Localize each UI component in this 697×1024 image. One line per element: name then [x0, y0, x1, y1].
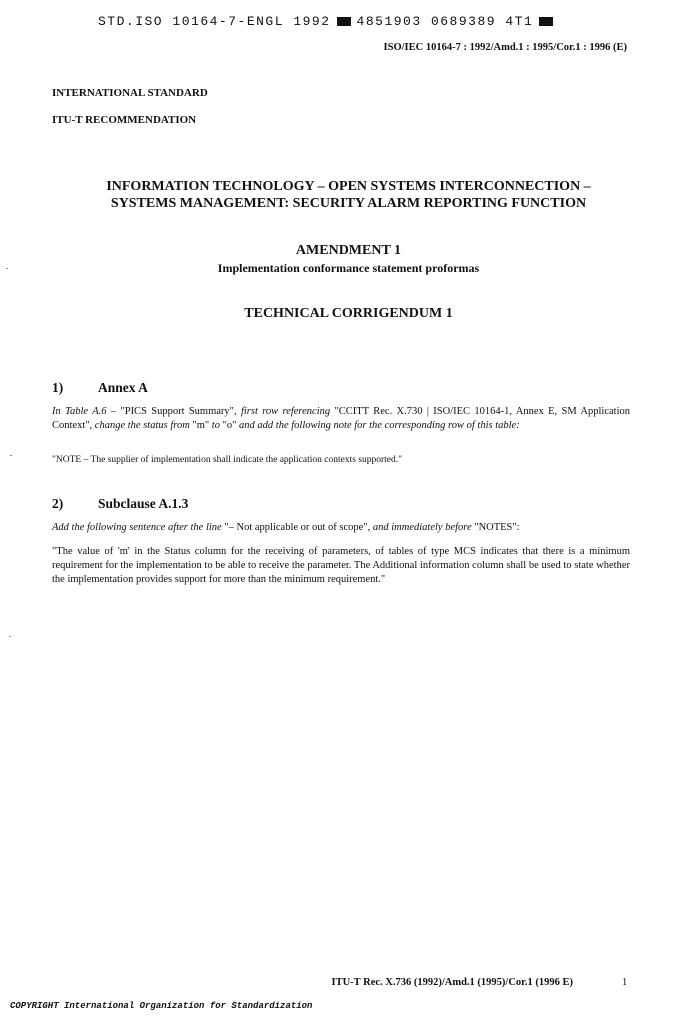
recommendation-label: ITU-T RECOMMENDATION: [52, 114, 197, 126]
document-title: [0, 178, 697, 212]
section-1-heading: [52, 380, 148, 396]
scan-speck: [6, 268, 8, 269]
section-1-note: "NOTE – The supplier of implementation shall indicate the application contexts supported.": [52, 455, 403, 465]
copyright-notice: COPYRIGHT International Organization for Standardization: [10, 1001, 313, 1011]
title-line-2: SYSTEMS MANAGEMENT: SECURITY ALARM REPORTING FUNCTION: [110, 196, 587, 211]
scan-speck: [9, 636, 11, 637]
amendment-heading: AMENDMENT 1: [295, 243, 402, 258]
page-number: 1: [622, 977, 628, 988]
scan-speck: [10, 455, 12, 456]
header-reference: ISO/IEC 10164-7 : 1992/Amd.1 : 1995/Cor.1 : 1996 (E): [383, 42, 627, 53]
redaction-block: [337, 17, 351, 26]
section-number: 2): [52, 496, 64, 511]
section-1-paragraph: In Table A.6 – "PICS Support Summary", first row referencing "CCITT Rec. X.730 | ISO/IEC 10164-1, Annex E, SM Application Context", change the status from "m" to "o" and add the following note for the corresponding row of this table:: [52, 406, 630, 431]
document-stamp: [98, 14, 559, 29]
section-title: Annex A: [98, 380, 148, 395]
footer-reference: ITU-T Rec. X.736 (1992)/Amd.1 (1995)/Cor.1 (1996 E): [331, 977, 573, 988]
section-2-heading: [52, 496, 188, 512]
standard-label: INTERNATIONAL STANDARD: [52, 87, 208, 99]
section-2-instruction: Add the following sentence after the line "– Not applicable or out of scope", and immediately before "NOTES":: [52, 522, 520, 533]
stamp-code: STD.ISO 10164-7-ENGL 1992: [98, 14, 331, 29]
amendment-subtitle: Implementation conformance statement proformas: [217, 261, 480, 275]
stamp-serial: 4851903 0689389 4T1: [356, 14, 534, 29]
redaction-block: [539, 17, 553, 26]
section-number: 1): [52, 380, 64, 395]
corrigendum-heading: TECHNICAL CORRIGENDUM 1: [244, 306, 453, 321]
section-2-body: "The value of 'm' in the Status column for the receiving of parameters, of tables of type MCS indicates that there is a minimum requirement for the implementation to be able to receive the parameter. The Additional information column shall be used to state whether the implementation provides support for more than the minimum requirement.": [52, 546, 630, 585]
section-title: Subclause A.1.3: [98, 496, 189, 511]
title-line-1: INFORMATION TECHNOLOGY – OPEN SYSTEMS INTERCONNECTION –: [106, 179, 591, 194]
